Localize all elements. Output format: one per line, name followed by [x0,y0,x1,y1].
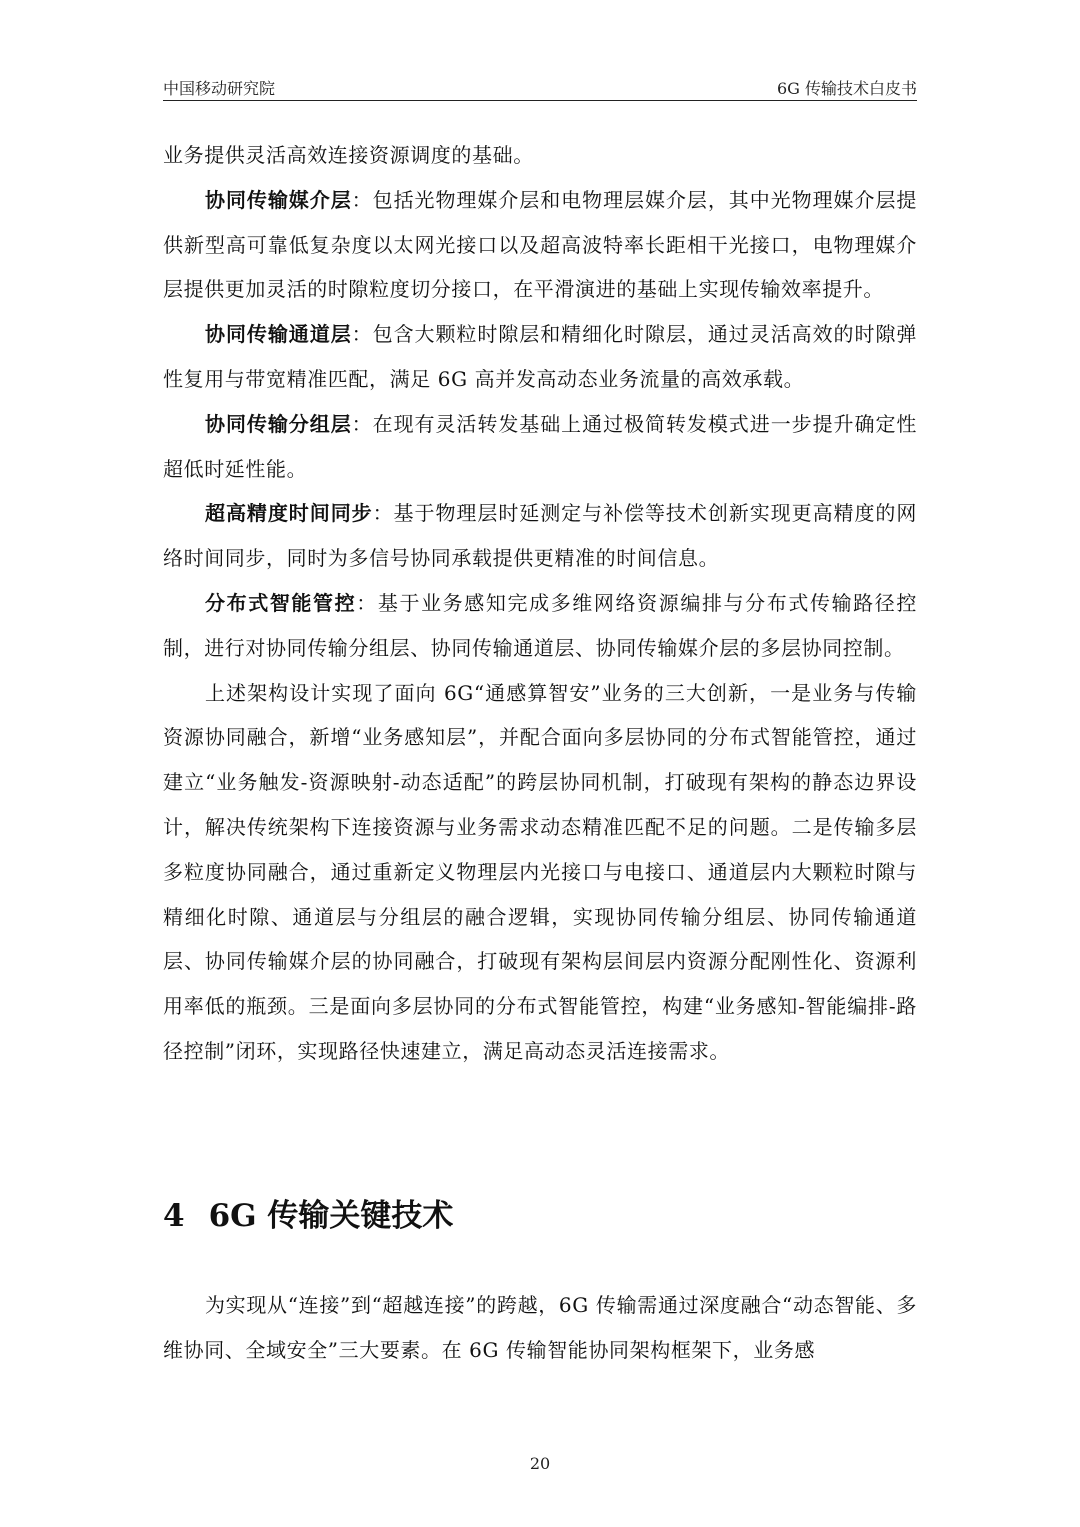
text-channel-layer: ：包含大颗粒时隙层和精细化时隙层，通过灵活高效的时隙弹性复用与带宽精准匹配，满足 6G 高并发高动态业务流量的高效承载。 [163,322,918,391]
text-time-sync: ：基于物理层时延测定与补偿等技术创新实现更高精度的网络时间同步，同时为多信号协同承载提供更精准的时间信息。 [163,501,917,571]
paragraph-section-intro: 为实现从“连接”到“超越连接”的跨越，6G 传输需通过深度融合“动态智能、多维协同、全域安全”三大要素。在 6G 传输智能协同架构框架下，业务感 [163,1293,917,1362]
text-packet-layer: ：在现有灵活转发基础上通过极简转发模式进一步提升确定性超低时延性能。 [163,411,918,481]
paragraph-media-layer [163,178,917,312]
paragraph-packet-layer [163,402,917,492]
header-organization: 中国移动研究院 [163,79,276,98]
paragraph-innovations: 上述架构设计实现了面向 6G“通感算智安”业务的三大创新，一是业务与传输资源协同融合，新增“业务感知层”，并配合面向多层协同的分布式智能管控，通过建立“业务触发-资源映射-动态适配”的跨层协同机制，打破现有架构的静态边界设计，解决传统架构下连接资源与业务需求动态精准匹配不足的问题。二是传输多层多粒度协同融合，通过重新定义物理层内光接口与电接口、通道层内大颗粒时隙与精细化时隙、通道层与分组层的融合逻辑，实现协同传输分组层、协同传输通道层、协同传输媒介层的协同融合，打破现有架构层间层内资源分配刚性化、资源利用率低的瓶颈。三是面向多层协同的分布式智能管控，构建“业务感知-智能编排-路径控制”闭环，实现路径快速建立，满足高动态灵活连接需求。 [163,680,917,1063]
paragraph-continuation: 业务提供灵活高效连接资源调度的基础。 [163,143,534,167]
section-title: 6G 传输关键技术 [208,1198,454,1234]
section-body-text [163,1283,917,1373]
term-channel-layer: 协同传输通道层 [205,322,352,347]
page-number: 20 [529,1454,551,1473]
section-heading [163,1192,453,1240]
term-intelligent-control: 分布式智能管控 [205,590,357,615]
term-media-layer: 协同传输媒介层 [205,187,352,212]
paragraph-channel-layer [163,312,917,402]
section-number: 4 [163,1198,185,1234]
term-time-sync: 超高精度时间同步 [205,501,373,526]
header-document-title: 6G 传输技术白皮书 [776,79,917,98]
term-packet-layer: 协同传输分组层 [205,411,352,436]
paragraph-intelligent-control [163,581,917,671]
paragraph-time-sync [163,491,917,581]
page-header [163,76,917,101]
text-media-layer: ：包括光物理媒介层和电物理层媒介层，其中光物理媒介层提供新型高可靠低复杂度以太网光接口以及超高波特率长距相干光接口，电物理媒介层提供更加灵活的时隙粒度切分接口，在平滑演进的基础上实现传输效率提升。 [163,187,918,302]
text-intelligent-control: ：基于业务感知完成多维网络资源编排与分布式传输路径控制，进行对协同传输分组层、协同传输通道层、协同传输媒介层的多层协同控制。 [163,590,917,660]
body-text [163,133,917,1074]
